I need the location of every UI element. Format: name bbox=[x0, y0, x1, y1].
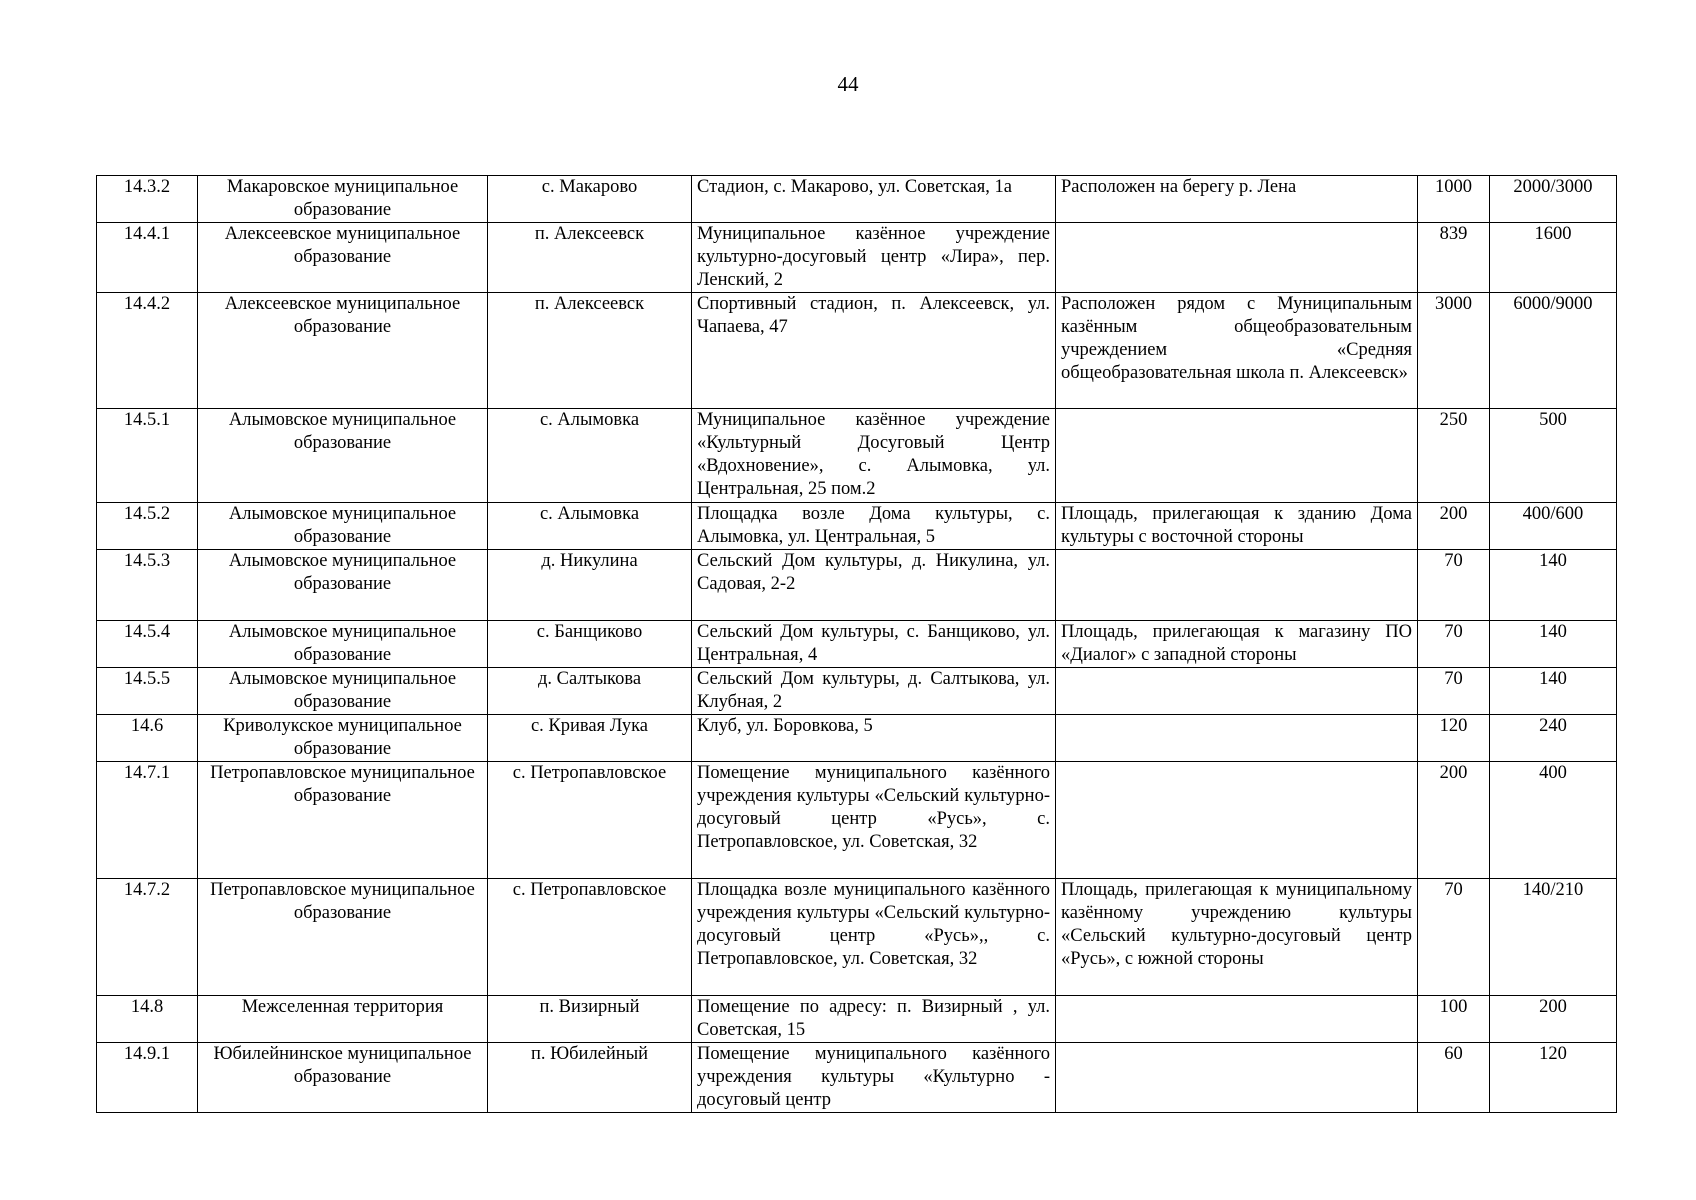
facilities-table bbox=[96, 175, 1617, 1113]
capacity-cell: 200 bbox=[1418, 762, 1490, 879]
capacity-cell: 70 bbox=[1418, 668, 1490, 715]
note-cell bbox=[1056, 668, 1418, 715]
municipality-cell: Петропавловское муниципальное образование bbox=[198, 762, 488, 879]
capacity-cell: 250 bbox=[1418, 409, 1490, 503]
note-cell bbox=[1056, 762, 1418, 879]
note-cell bbox=[1056, 550, 1418, 621]
capacity-cell: 200 bbox=[1418, 503, 1490, 550]
area-cell: 140/210 bbox=[1490, 879, 1617, 996]
table-row bbox=[97, 293, 1617, 409]
note-cell: Площадь, прилегающая к зданию Дома культуры с восточной стороны bbox=[1056, 503, 1418, 550]
location-cell: Муниципальное казённое учреждение культурно-досуговый центр «Лира», пер. Ленский, 2 bbox=[692, 223, 1056, 293]
municipality-cell: Алымовское муниципальное образование bbox=[198, 409, 488, 503]
capacity-cell: 70 bbox=[1418, 550, 1490, 621]
note-cell: Площадь, прилегающая к магазину ПО «Диалог» с западной стороны bbox=[1056, 621, 1418, 668]
row-number: 14.7.1 bbox=[97, 762, 198, 879]
table-row bbox=[97, 1043, 1617, 1113]
location-cell: Площадка возле муниципального казённого учреждения культуры «Сельский культурно-досуговый центр «Русь»,, с. Петропавловское, ул. Советская, 32 bbox=[692, 879, 1056, 996]
row-number: 14.8 bbox=[97, 996, 198, 1043]
municipality-cell: Петропавловское муниципальное образование bbox=[198, 879, 488, 996]
row-number: 14.5.1 bbox=[97, 409, 198, 503]
area-cell: 240 bbox=[1490, 715, 1617, 762]
note-cell: Расположен на берегу р. Лена bbox=[1056, 176, 1418, 223]
settlement-cell: с. Петропавловское bbox=[488, 879, 692, 996]
settlement-cell: д. Никулина bbox=[488, 550, 692, 621]
capacity-cell: 70 bbox=[1418, 879, 1490, 996]
capacity-cell: 1000 bbox=[1418, 176, 1490, 223]
location-cell: Спортивный стадион, п. Алексеевск, ул. Чапаева, 47 bbox=[692, 293, 1056, 409]
table-body bbox=[97, 176, 1617, 1113]
settlement-cell: п. Алексеевск bbox=[488, 223, 692, 293]
row-number: 14.7.2 bbox=[97, 879, 198, 996]
row-number: 14.5.3 bbox=[97, 550, 198, 621]
table-row bbox=[97, 879, 1617, 996]
area-cell: 2000/3000 bbox=[1490, 176, 1617, 223]
capacity-cell: 70 bbox=[1418, 621, 1490, 668]
area-cell: 400 bbox=[1490, 762, 1617, 879]
table-row bbox=[97, 715, 1617, 762]
capacity-cell: 120 bbox=[1418, 715, 1490, 762]
row-number: 14.3.2 bbox=[97, 176, 198, 223]
row-number: 14.4.1 bbox=[97, 223, 198, 293]
table-row bbox=[97, 176, 1617, 223]
row-number: 14.4.2 bbox=[97, 293, 198, 409]
row-number: 14.6 bbox=[97, 715, 198, 762]
area-cell: 400/600 bbox=[1490, 503, 1617, 550]
settlement-cell: п. Алексеевск bbox=[488, 293, 692, 409]
note-cell bbox=[1056, 715, 1418, 762]
capacity-cell: 839 bbox=[1418, 223, 1490, 293]
settlement-cell: п. Визирный bbox=[488, 996, 692, 1043]
location-cell: Муниципальное казённое учреждение «Культурный Досуговый Центр «Вдохновение», с. Алымовка, ул. Центральная, 25 пом.2 bbox=[692, 409, 1056, 503]
location-cell: Сельский Дом культуры, д. Салтыкова, ул. Клубная, 2 bbox=[692, 668, 1056, 715]
location-cell: Стадион, с. Макарово, ул. Советская, 1а bbox=[692, 176, 1056, 223]
note-cell bbox=[1056, 996, 1418, 1043]
settlement-cell: с. Кривая Лука bbox=[488, 715, 692, 762]
table-row bbox=[97, 762, 1617, 879]
row-number: 14.5.2 bbox=[97, 503, 198, 550]
area-cell: 500 bbox=[1490, 409, 1617, 503]
area-cell: 140 bbox=[1490, 550, 1617, 621]
settlement-cell: с. Банщиково bbox=[488, 621, 692, 668]
row-number: 14.9.1 bbox=[97, 1043, 198, 1113]
note-cell: Расположен рядом с Муниципальным казённым общеобразовательным учреждением «Средняя общеобразовательная школа п. Алексеевск» bbox=[1056, 293, 1418, 409]
municipality-cell: Алексеевское муниципальное образование bbox=[198, 293, 488, 409]
settlement-cell: с. Алымовка bbox=[488, 409, 692, 503]
municipality-cell: Алымовское муниципальное образование bbox=[198, 621, 488, 668]
capacity-cell: 3000 bbox=[1418, 293, 1490, 409]
area-cell: 140 bbox=[1490, 668, 1617, 715]
settlement-cell: с. Алымовка bbox=[488, 503, 692, 550]
location-cell: Помещение по адресу: п. Визирный , ул. Советская, 15 bbox=[692, 996, 1056, 1043]
area-cell: 120 bbox=[1490, 1043, 1617, 1113]
settlement-cell: с. Макарово bbox=[488, 176, 692, 223]
municipality-cell: Межселенная территория bbox=[198, 996, 488, 1043]
municipality-cell: Криволукское муниципальное образование bbox=[198, 715, 488, 762]
area-cell: 1600 bbox=[1490, 223, 1617, 293]
settlement-cell: п. Юбилейный bbox=[488, 1043, 692, 1113]
location-cell: Помещение муниципального казённого учреждения культуры «Культурно - досуговый центр bbox=[692, 1043, 1056, 1113]
municipality-cell: Алексеевское муниципальное образование bbox=[198, 223, 488, 293]
row-number: 14.5.4 bbox=[97, 621, 198, 668]
table-row bbox=[97, 621, 1617, 668]
location-cell: Помещение муниципального казённого учреждения культуры «Сельский культурно-досуговый центр «Русь», с. Петропавловское, ул. Советская, 32 bbox=[692, 762, 1056, 879]
table-row bbox=[97, 409, 1617, 503]
municipality-cell: Макаровское муниципальное образование bbox=[198, 176, 488, 223]
location-cell: Клуб, ул. Боровкова, 5 bbox=[692, 715, 1056, 762]
location-cell: Сельский Дом культуры, с. Банщиково, ул. Центральная, 4 bbox=[692, 621, 1056, 668]
area-cell: 6000/9000 bbox=[1490, 293, 1617, 409]
location-cell: Площадка возле Дома культуры, с. Алымовка, ул. Центральная, 5 bbox=[692, 503, 1056, 550]
area-cell: 200 bbox=[1490, 996, 1617, 1043]
capacity-cell: 100 bbox=[1418, 996, 1490, 1043]
note-cell bbox=[1056, 223, 1418, 293]
capacity-cell: 60 bbox=[1418, 1043, 1490, 1113]
municipality-cell: Алымовское муниципальное образование bbox=[198, 550, 488, 621]
table-row bbox=[97, 996, 1617, 1043]
location-cell: Сельский Дом культуры, д. Никулина, ул. Садовая, 2-2 bbox=[692, 550, 1056, 621]
note-cell bbox=[1056, 409, 1418, 503]
table-row bbox=[97, 503, 1617, 550]
municipality-cell: Юбилейнинское муниципальное образование bbox=[198, 1043, 488, 1113]
municipality-cell: Алымовское муниципальное образование bbox=[198, 503, 488, 550]
row-number: 14.5.5 bbox=[97, 668, 198, 715]
table-row bbox=[97, 550, 1617, 621]
note-cell bbox=[1056, 1043, 1418, 1113]
area-cell: 140 bbox=[1490, 621, 1617, 668]
note-cell: Площадь, прилегающая к муниципальному казённому учреждению культуры «Сельский культурно-досуговый центр «Русь», с южной стороны bbox=[1056, 879, 1418, 996]
settlement-cell: с. Петропавловское bbox=[488, 762, 692, 879]
municipality-cell: Алымовское муниципальное образование bbox=[198, 668, 488, 715]
table-row bbox=[97, 668, 1617, 715]
page-number: 44 bbox=[837, 72, 859, 96]
settlement-cell: д. Салтыкова bbox=[488, 668, 692, 715]
table-row bbox=[97, 223, 1617, 293]
